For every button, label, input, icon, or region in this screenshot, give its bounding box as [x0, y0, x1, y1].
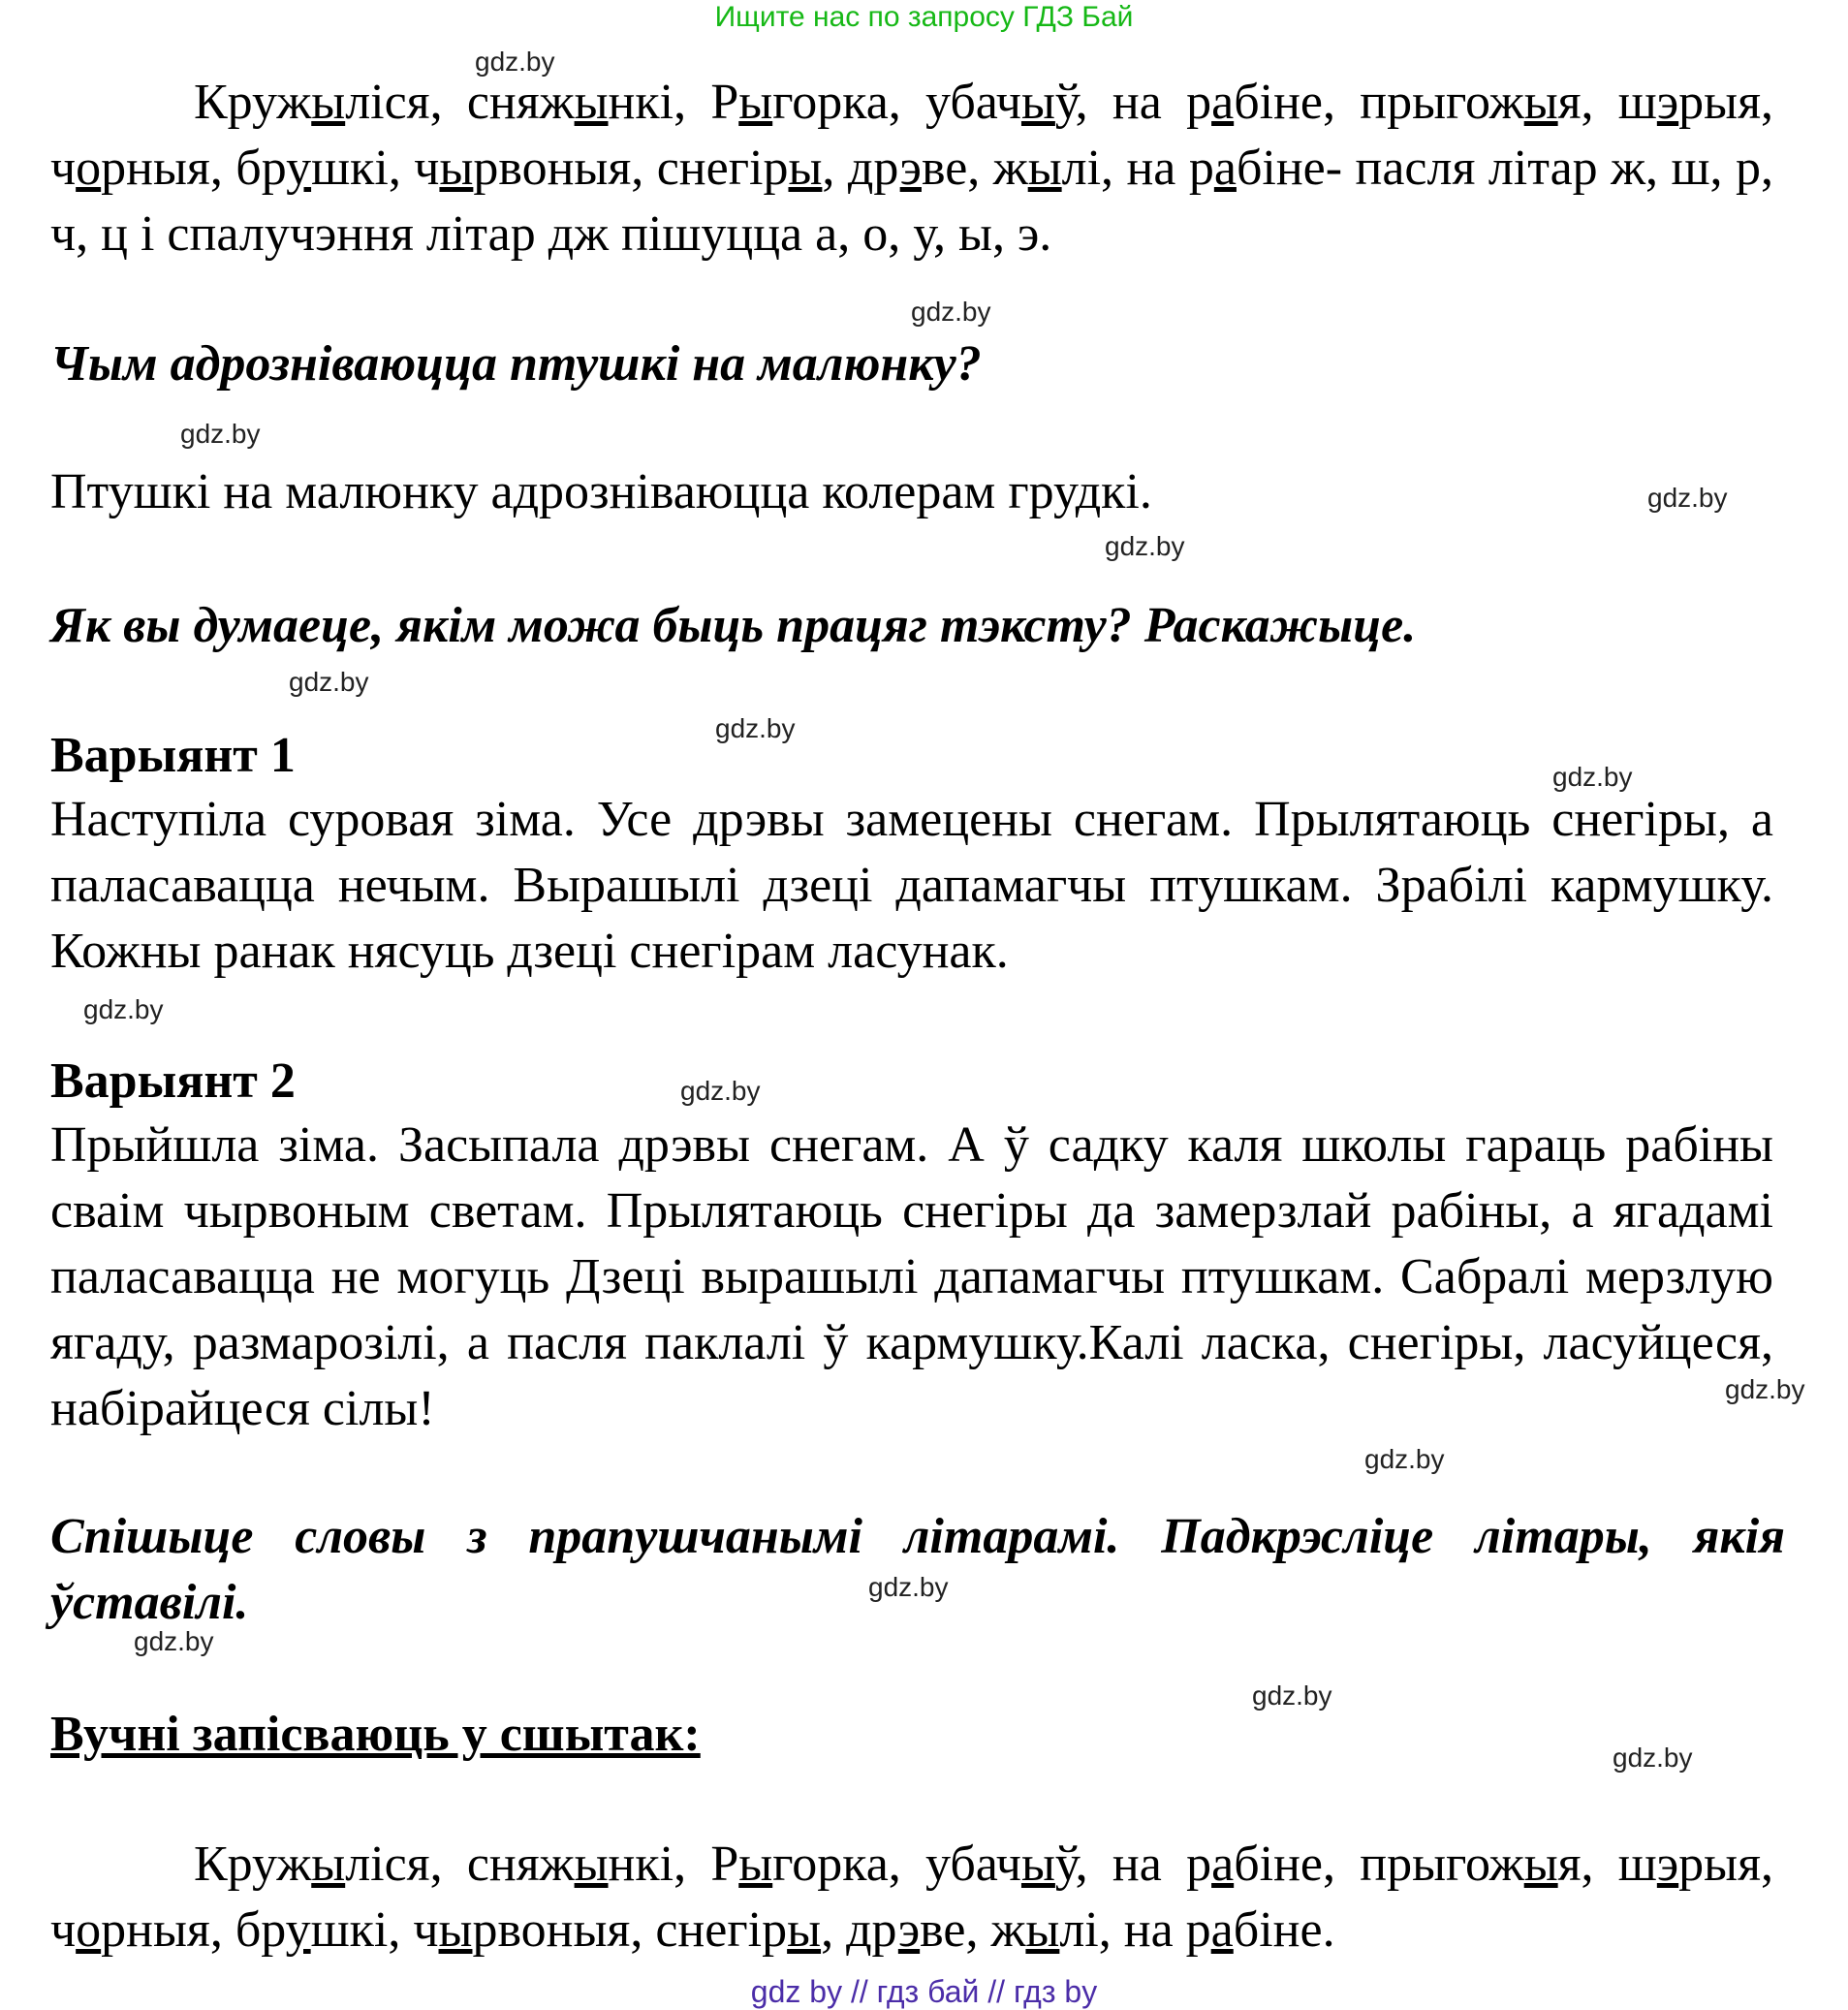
inserted-letter: ы — [1523, 75, 1558, 130]
inserted-letter: ы — [787, 1902, 822, 1958]
variant-2-title: Варыянт 2 — [50, 1053, 296, 1109]
bottom-paragraph: Кружыліся, сняжынкі, Рыгорка, убачыў, на рабіне, прыгожыя, шэрыя, чорныя, брушкі, чырвоныя, снегіры, дрэве, жылі, на рабіне. — [50, 1837, 1774, 1958]
inserted-letter: э — [1656, 75, 1679, 130]
answer-birds-difference: Птушкі на малюнку адрозніваюцца колерам грудкі. — [50, 464, 1152, 519]
watermark: gdz.by — [715, 713, 796, 743]
notebook-heading: Вучні запісваюць у сшытак: — [50, 1707, 701, 1762]
watermark: gdz.by — [868, 1572, 949, 1602]
inserted-letter: ы — [738, 75, 773, 130]
inserted-letter: ы — [1025, 1902, 1060, 1958]
watermark: gdz.by — [1364, 1444, 1445, 1474]
watermark: gdz.by — [475, 47, 555, 77]
inserted-letter: э — [897, 1902, 921, 1958]
inserted-letter: у — [285, 1902, 311, 1958]
question-story-continuation: Як вы думаеце, якім можа быць працяг тэксту? Раскажыце. — [50, 598, 1417, 653]
watermark: gdz.by — [1105, 531, 1185, 561]
top-paragraph: Кружыліся, сняжынкі, Рыгорка, убачыў, на рабіне, прыгожыя, шэрыя, чорныя, брушкі, чырвоныя, снегіры, дрэве, жылі, на рабіне- пасля літар ж, ш, р, ч, ц і спалучэння літар дж пішуцца а, о, у, ы, э. — [50, 75, 1774, 262]
inserted-letter: у — [286, 141, 312, 196]
watermark: gdz.by — [180, 419, 261, 449]
inserted-letter: ы — [1027, 141, 1062, 196]
inserted-letter: э — [1656, 1837, 1679, 1892]
inserted-letter: ы — [574, 75, 609, 130]
inserted-letter: ы — [574, 1837, 609, 1892]
inserted-letter: ы — [788, 141, 823, 196]
variant-1-text: Наступіла суровая зіма. Усе дрэвы замецены снегам. Прылятаюць снегіры, а паласавацца нечым. Вырашылі дзеці дапамагчы птушкам. Зрабілі кармушку. Кожны ранак нясуць дзеці снегірам ласунак. — [50, 792, 1773, 979]
watermark: gdz.by — [1252, 1680, 1332, 1711]
variant-2-text: Прыйшла зіма. Засыпала дрэвы снегам. А ў садку каля школы гараць рабіны сваім чырвоным светам. Прылятаюць снегіры да замерзлай рабіны, а ягадамі паласавацца не могуць Дзеці вырашылі дапамагчы птушкам. Сабралі мерзлую ягаду, размарозілі, а пасля паклалі ў кармушку.Калі ласка, снегіры, ласуйцеся, набірайцеся сілы! — [50, 1117, 1773, 1436]
watermark: gdz.by — [680, 1076, 761, 1106]
watermark: gdz.by — [1552, 762, 1633, 792]
inserted-letter: ы — [311, 75, 346, 130]
watermark: gdz.by — [1647, 483, 1728, 513]
inserted-letter: а — [1210, 1902, 1234, 1958]
watermark: gdz.by — [1613, 1743, 1693, 1773]
watermark: gdz.by — [83, 994, 164, 1024]
footer-banner[interactable]: gdz by // гдз бай // гдз by — [750, 1974, 1098, 2009]
watermark: gdz.by — [911, 297, 991, 327]
inserted-letter: ы — [439, 141, 474, 196]
inserted-letter: а — [1211, 1837, 1235, 1892]
question-birds-difference: Чым адрозніваюцца птушкі на малюнку? — [50, 336, 982, 392]
inserted-letter: ы — [738, 1837, 773, 1892]
inserted-letter: ы — [438, 1902, 473, 1958]
inserted-letter: ы — [1020, 75, 1055, 130]
inserted-letter: ы — [1020, 1837, 1055, 1892]
question-copy-words: Спішыце словы з прапушчанымі літарамі. Падкрэсліце літары, якія ўставілі. — [50, 1509, 1785, 1630]
inserted-letter: о — [76, 1902, 102, 1958]
watermark: gdz.by — [289, 667, 369, 697]
inserted-letter: ы — [1523, 1837, 1558, 1892]
inserted-letter: а — [1213, 141, 1237, 196]
inserted-letter: о — [76, 141, 102, 196]
header-banner[interactable]: Ищите нас по запросу ГДЗ Бай — [714, 1, 1134, 33]
inserted-letter: а — [1211, 75, 1235, 130]
inserted-letter: э — [899, 141, 922, 196]
variant-1-title: Варыянт 1 — [50, 728, 296, 783]
inserted-letter: ы — [311, 1837, 346, 1892]
watermark: gdz.by — [134, 1626, 214, 1656]
watermark: gdz.by — [1725, 1374, 1805, 1404]
